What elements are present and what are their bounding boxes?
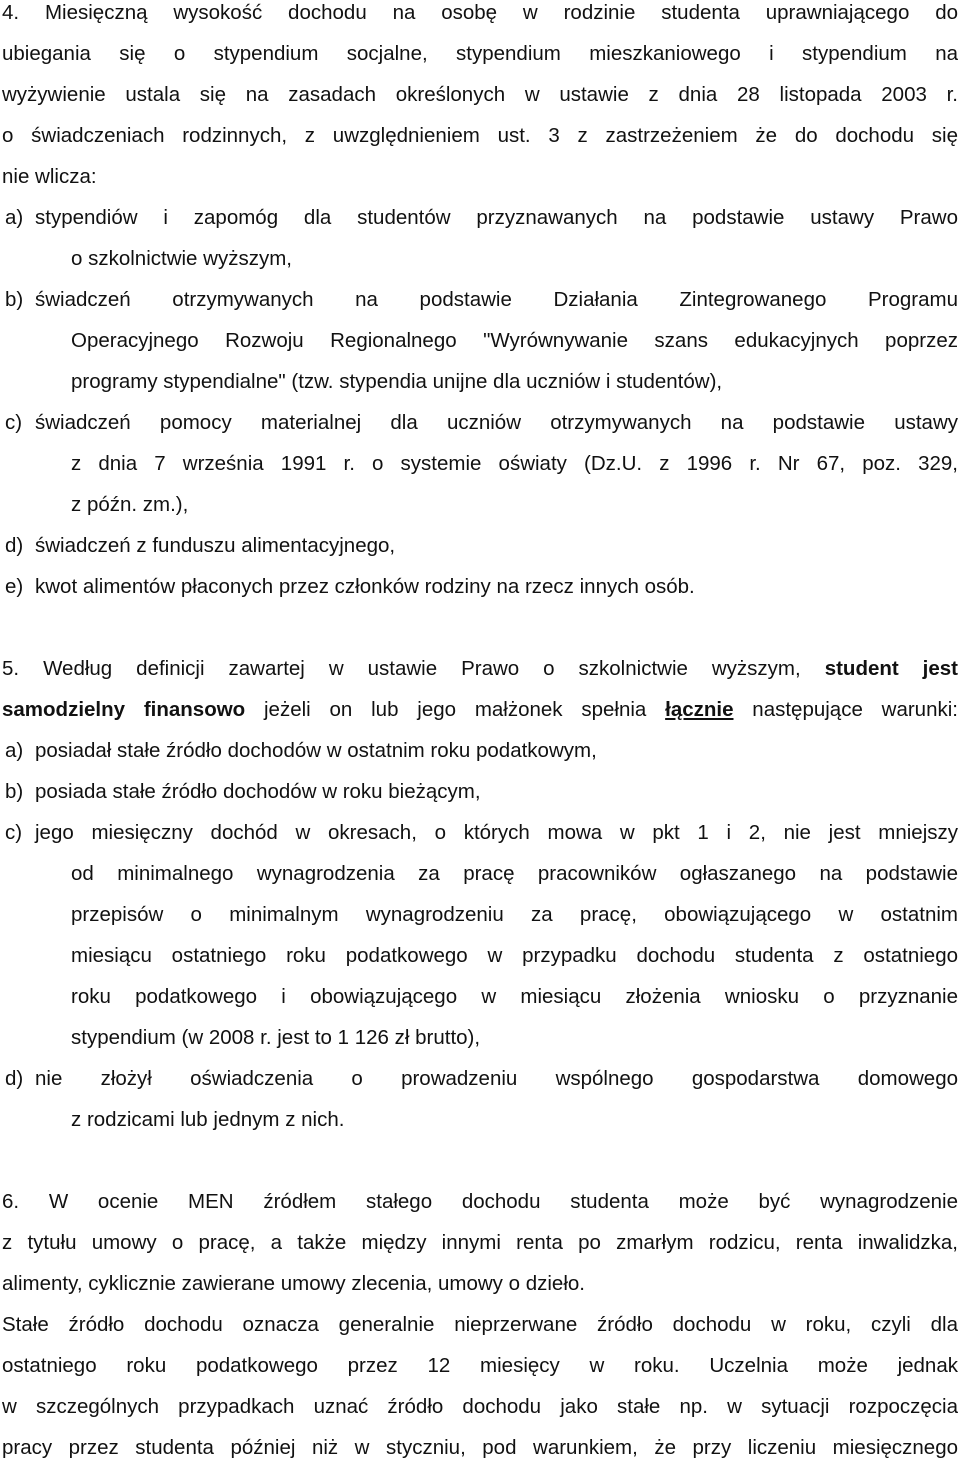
text-run: jeżeli on lub jego małżonek spełnia — [245, 698, 666, 721]
paragraph-line: ubiegania się o stypendium socjalne, stypendium mieszkaniowego i stypendium na — [2, 42, 958, 65]
list-item-text: stypendiów i zapomóg dla studentów przyznawanych na podstawie ustawy Prawo — [35, 206, 958, 229]
list-item — [2, 279, 958, 320]
list-item — [2, 566, 958, 607]
list-marker: d) — [5, 1067, 24, 1090]
list-item-continuation: z dnia 7 września 1991 r. o systemie oświaty (Dz.U. z 1996 r. Nr 67, poz. 329, — [71, 452, 958, 475]
list-item-text: posiadał stałe źródło dochodów w ostatnim roku podatkowym, — [35, 739, 597, 762]
list-item-continuation: roku podatkowego i obowiązującego w miesiącu złożenia wniosku o przyznanie — [71, 985, 958, 1008]
list-item-continuation: z rodzicami lub jednym z nich. — [71, 1108, 345, 1131]
list-item-continuation: o szkolnictwie wyższym, — [71, 247, 292, 270]
paragraph-line: alimenty, cyklicznie zawierane umowy zlecenia, umowy o dzieło. — [2, 1272, 585, 1295]
list-item — [2, 402, 958, 443]
list-item — [2, 525, 958, 566]
paragraph-line: z tytułu umowy o pracę, a także między innymi renta po zmarłym rodzicu, renta inwalidzka, — [2, 1231, 958, 1254]
spacer — [2, 607, 958, 648]
list-item-continuation: przepisów o minimalnym wynagrodzeniu za pracę, obowiązującego w ostatnim — [71, 903, 958, 926]
text-run: 5. Według definicji zawartej w ustawie Prawo o szkolnictwie wyższym, — [2, 657, 825, 680]
list-marker: b) — [5, 288, 24, 311]
list-item-text: świadczeń otrzymywanych na podstawie Działania Zintegrowanego Programu — [35, 288, 958, 311]
section-6 — [2, 1181, 958, 1468]
list-item-text: świadczeń pomocy materialnej dla uczniów otrzymywanych na podstawie ustawy — [35, 411, 958, 434]
list-marker: a) — [5, 739, 24, 762]
list-item-continuation: programy stypendialne" (tzw. stypendia unijne dla uczniów i studentów), — [71, 370, 723, 393]
list-item — [2, 1058, 958, 1099]
list-item-text: nie złożył oświadczenia o prowadzeniu wspólnego gospodarstwa domowego — [35, 1067, 958, 1090]
list-item-text: jego miesięczny dochód w okresach, o których mowa w pkt 1 i 2, nie jest mniejszy — [35, 821, 958, 844]
paragraph-line: pracy przez studenta później niż w styczniu, pod warunkiem, że przy liczeniu miesięcznego — [2, 1436, 958, 1459]
bold-text: samodzielny finansowo — [2, 698, 246, 721]
paragraph-line: nie wlicza: — [2, 165, 97, 188]
list-item — [2, 730, 958, 771]
paragraph-line: wyżywienie ustala się na zasadach określonych w ustawie z dnia 28 listopada 2003 r. — [2, 83, 958, 106]
list-item-text: posiada stałe źródło dochodów w roku bieżącym, — [35, 780, 481, 803]
paragraph-line: o świadczeniach rodzinnych, z uwzględnieniem ust. 3 z zastrzeżeniem że do dochodu się — [2, 124, 958, 147]
list-item-continuation: Operacyjnego Rozwoju Regionalnego "Wyrównywanie szans edukacyjnych poprzez — [71, 329, 958, 352]
list-marker: b) — [5, 780, 24, 803]
list-marker: e) — [5, 575, 24, 598]
list-item-continuation: z późn. zm.), — [71, 493, 189, 516]
underlined-bold-text: łącznie — [665, 698, 734, 721]
list-item-continuation: od minimalnego wynagrodzenia za pracę pracowników ogłaszanego na podstawie — [71, 862, 958, 885]
paragraph-line: 6. W ocenie MEN źródłem stałego dochodu studenta może być wynagrodzenie — [2, 1190, 958, 1213]
paragraph-line: Stałe źródło dochodu oznacza generalnie nieprzerwane źródło dochodu w roku, czyli dla — [2, 1313, 958, 1336]
spacer — [2, 1140, 958, 1181]
list-marker: a) — [5, 206, 24, 229]
list-item-text: świadczeń z funduszu alimentacyjnego, — [35, 534, 396, 557]
list-marker: c) — [5, 411, 23, 434]
list-item-continuation: miesiącu ostatniego roku podatkowego w przypadku dochodu studenta z ostatniego — [71, 944, 958, 967]
list-item — [2, 197, 958, 238]
list-item — [2, 812, 958, 853]
paragraph-line: 4. Miesięczną wysokość dochodu na osobę w rodzinie studenta uprawniającego do — [2, 1, 958, 24]
text-run: następujące warunki: — [733, 698, 958, 721]
paragraph-line — [2, 689, 958, 730]
paragraph-line: ostatniego roku podatkowego przez 12 miesięcy w roku. Uczelnia może jednak — [2, 1354, 958, 1377]
bold-text: student jest — [824, 657, 958, 680]
section-4 — [2, 0, 958, 607]
section-5 — [2, 648, 958, 1140]
list-marker: c) — [5, 821, 23, 844]
paragraph-line — [2, 648, 958, 689]
list-item-continuation: stypendium (w 2008 r. jest to 1 126 zł brutto), — [71, 1026, 481, 1049]
list-item-text: kwot alimentów płaconych przez członków rodziny na rzecz innych osób. — [35, 575, 695, 598]
list-item — [2, 771, 958, 812]
paragraph-line: w szczególnych przypadkach uznać źródło dochodu jako stałe np. w sytuacji rozpoczęcia — [2, 1395, 958, 1418]
list-marker: d) — [5, 534, 24, 557]
